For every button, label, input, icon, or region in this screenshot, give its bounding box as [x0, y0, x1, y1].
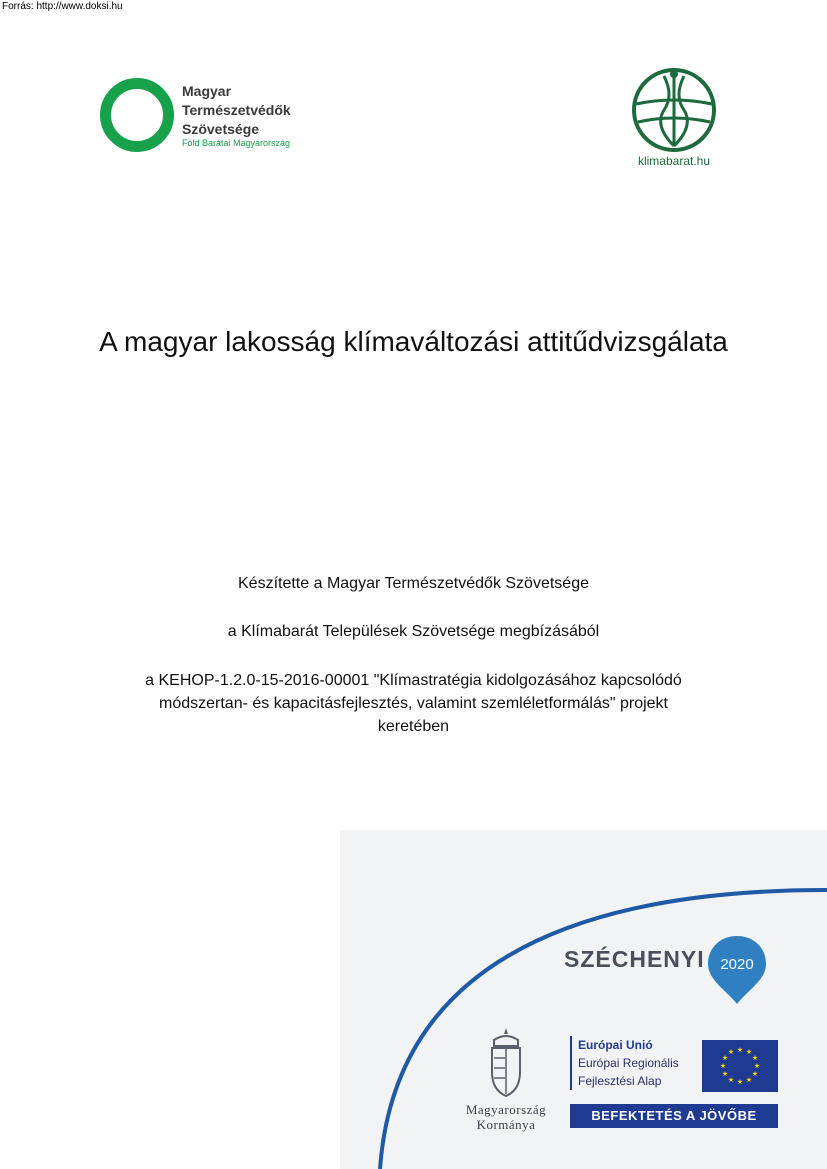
svg-text:★: ★	[736, 1078, 744, 1086]
svg-text:★: ★	[745, 1076, 753, 1084]
svg-text:★: ★	[719, 1062, 727, 1070]
mtvsz-name	[182, 82, 291, 139]
project-line-2: módszertan- és kapacitásfejlesztés, valamint szemléletformálás" projekt	[159, 695, 668, 712]
mtvsz-line1: Magyar	[182, 83, 232, 99]
svg-text:★: ★	[727, 1048, 735, 1056]
government-label	[450, 1102, 562, 1132]
eu-fund-line-2: Európai Regionális	[578, 1056, 679, 1070]
svg-text:★: ★	[727, 1076, 735, 1084]
klimabarat-globe-icon	[626, 66, 722, 152]
hungarian-crest-icon	[488, 1026, 524, 1098]
svg-text:★: ★	[751, 1070, 759, 1078]
klimabarat-logo	[626, 66, 722, 171]
source-note: Forrás: http://www.doksi.hu	[2, 1, 123, 12]
project-description	[90, 669, 737, 738]
eu-title: Európai Unió	[578, 1038, 653, 1052]
prepared-by: Készítette a Magyar Természetvédők Szövetsége	[238, 575, 589, 592]
svg-text:★: ★	[745, 1048, 753, 1056]
szechenyi-pin-icon	[706, 934, 768, 1006]
svg-text:★: ★	[751, 1054, 759, 1062]
svg-text:★: ★	[721, 1054, 729, 1062]
mtvsz-subtitle: Föld Barátai Magyarország	[182, 138, 291, 148]
eu-fund-label	[570, 1036, 679, 1090]
svg-text:★: ★	[753, 1062, 761, 1070]
document-title: A magyar lakosság klímaváltozási attitűdvizsgálata	[99, 326, 728, 357]
svg-text:★: ★	[736, 1046, 744, 1054]
mtvsz-line2: Természetvédők	[182, 102, 291, 118]
eu-fund-line-3: Fejlesztési Alap	[578, 1074, 662, 1088]
funding-banner	[340, 830, 827, 1169]
szechenyi-year: 2020	[720, 956, 754, 973]
mtvsz-line3: Szövetsége	[182, 121, 260, 137]
szechenyi-label: SZÉCHENYI	[564, 946, 705, 972]
mtvsz-ring-icon	[100, 78, 174, 152]
project-line-1: a KEHOP-1.2.0-15-2016-00001 "Klímastratégia kidolgozásához kapcsolódó	[145, 672, 682, 689]
project-line-3: keretében	[377, 718, 450, 735]
government-line-2: Kormánya	[476, 1117, 536, 1132]
invest-banner: BEFEKTETÉS A JÖVŐBE	[570, 1104, 778, 1128]
svg-text:★: ★	[721, 1070, 729, 1078]
government-line-1: Magyarország	[465, 1102, 547, 1117]
commissioned-by: a Klímabarát Települések Szövetsége megbízásából	[227, 623, 600, 640]
mtvsz-logo	[100, 78, 340, 153]
eu-flag-icon	[702, 1040, 778, 1092]
klimabarat-label: klimabarat.hu	[637, 154, 711, 168]
